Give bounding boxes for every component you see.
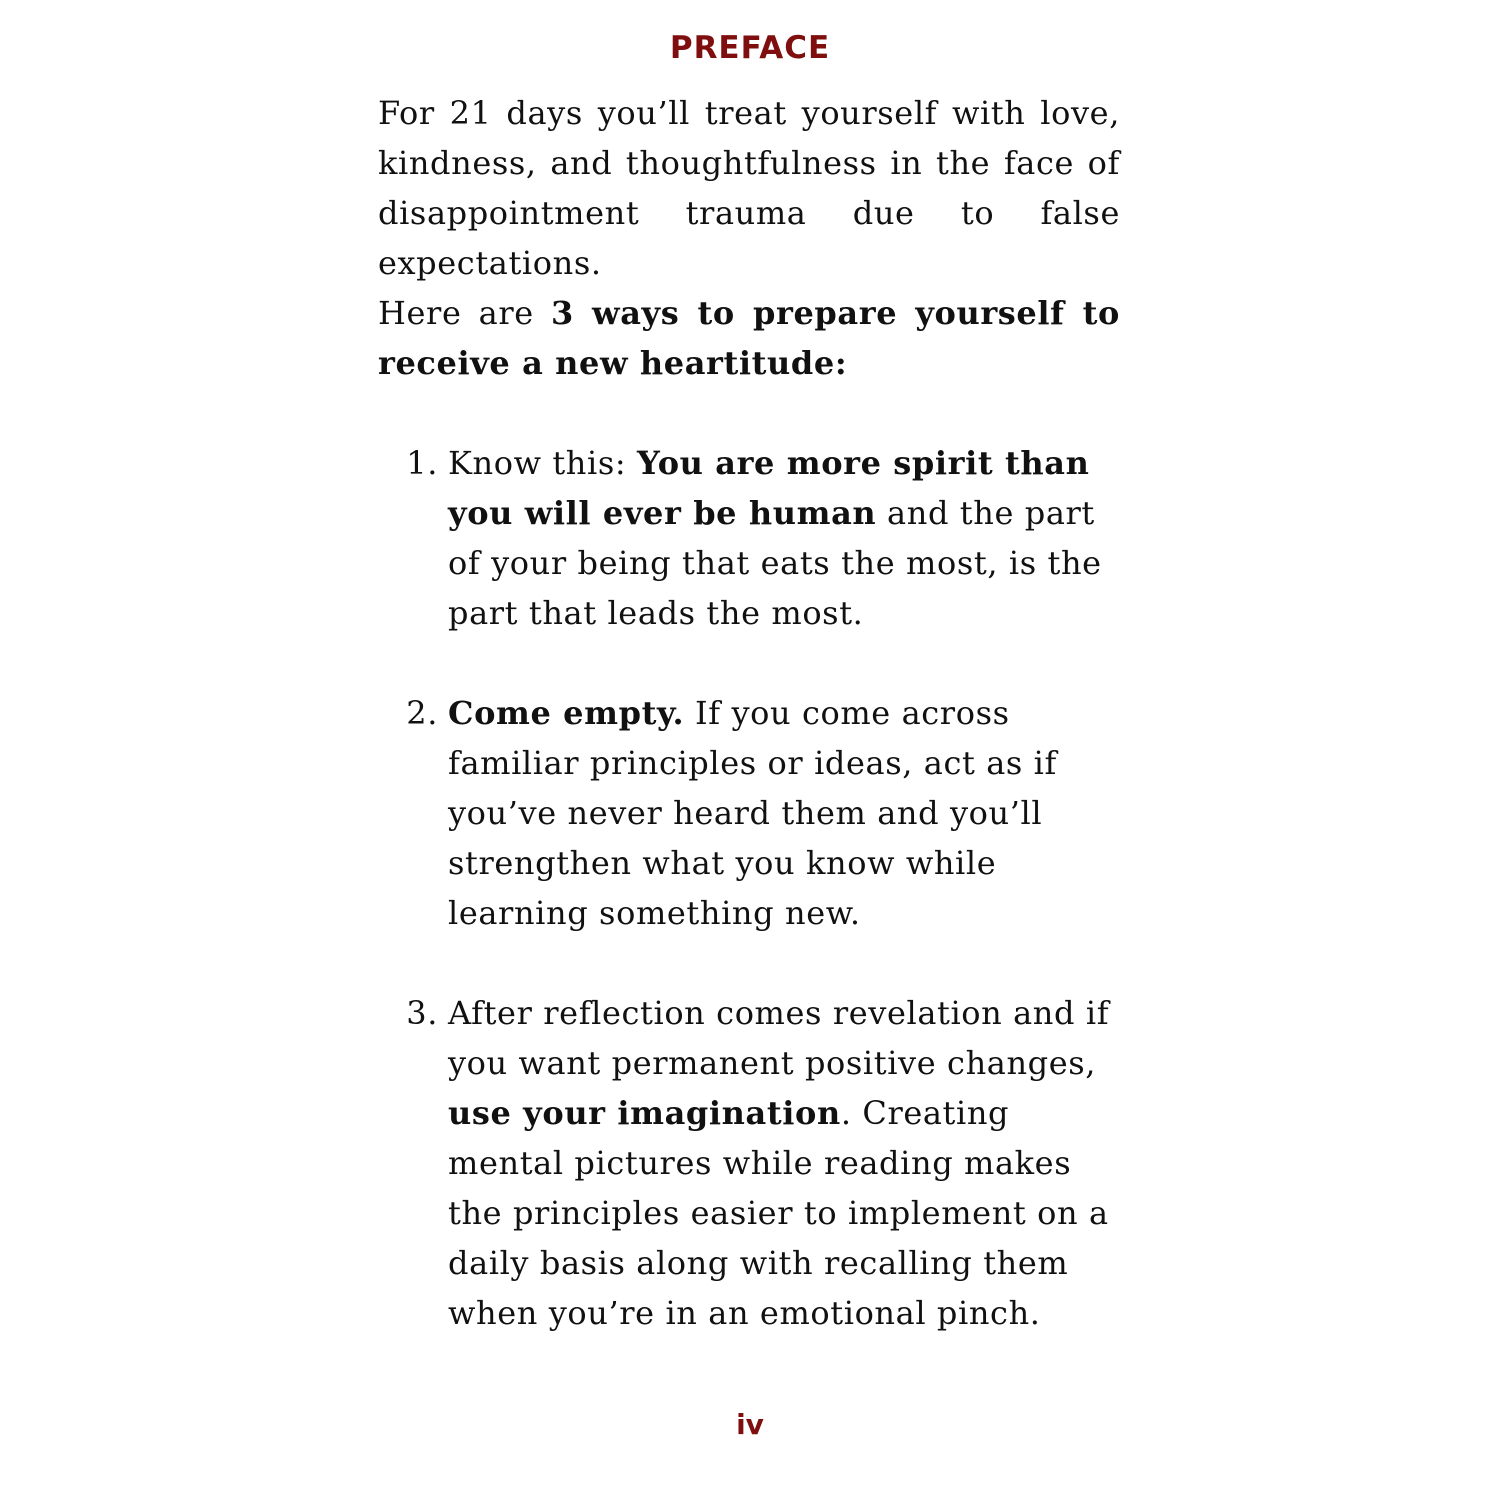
preface-body	[378, 88, 1120, 1338]
intro-paragraph	[378, 88, 1120, 388]
list-item-number: 2.	[406, 694, 438, 732]
list-item-text: If you come across familiar principles or ideas, act as if you’ve never heard them and you’ll strengthen what you know while learning something new.	[448, 694, 1057, 932]
list-item-bold: You are more spirit than you will ever be human	[448, 444, 1090, 532]
list-item-bold: Come empty.	[448, 694, 685, 732]
list-item	[378, 438, 1120, 638]
intro-lead-bold: 3 ways to prepare yourself to receive a new heartitude:	[378, 294, 1120, 382]
intro-lead-text: Here are	[378, 294, 552, 332]
list-item-text: . Creating mental pictures while reading makes the principles easier to implement on a daily basis along with recalling them when you’re in an emotional pinch.	[448, 1094, 1109, 1332]
intro-lead	[378, 288, 1120, 388]
list-item-text: After reflection comes revelation and if you want permanent positive changes,	[448, 994, 1110, 1082]
list-item	[378, 988, 1120, 1338]
page-number: iv	[736, 1408, 764, 1441]
numbered-list	[378, 438, 1120, 1338]
list-item-number: 3.	[406, 994, 438, 1032]
list-item	[378, 688, 1120, 938]
page-title: PREFACE	[669, 30, 831, 66]
list-item-text: and the part of your being that eats the most, is the part that leads the most.	[448, 494, 1102, 632]
list-item-bold: use your imagination	[448, 1094, 841, 1132]
list-item-text: Know this:	[448, 444, 638, 482]
list-item-number: 1.	[406, 444, 438, 482]
intro-text: For 21 days you’ll treat yourself with love, kindness, and thoughtfulness in the face of disappointment trauma due to false expectations.	[378, 94, 1120, 282]
